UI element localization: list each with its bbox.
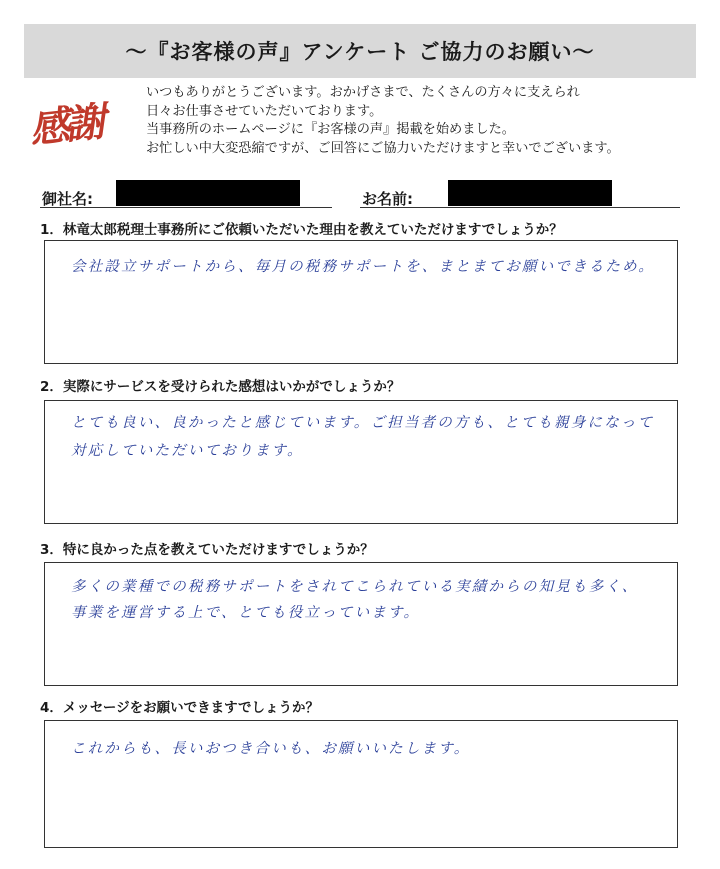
answer-4-line-1: これからも、長いおつき合いも、お願いいたします。 xyxy=(71,741,471,757)
answer-2-line-1: とても良い、良かったと感じています。ご担当者の方も、とても親身になって xyxy=(71,415,655,431)
company-name-redaction xyxy=(116,180,300,206)
question-1-label: 1．林竜太郎税理士事務所にご依頼いただいた理由を教えていただけますでしょうか？ xyxy=(40,222,563,238)
question-2-label: 2．実際にサービスを受けられた感想はいかがでしょうか？ xyxy=(40,379,401,395)
intro-line: いつもありがとうございます。おかげさまで、たくさんの方々に支えられ xyxy=(146,85,580,100)
intro-line: 日々お仕事させていただいております。 xyxy=(146,103,383,119)
answer-3-box xyxy=(44,562,678,686)
answer-1-box xyxy=(44,240,678,364)
intro-line: お忙しい中大変恐縮ですが、ご回答にご協力いただけますと幸いでございます。 xyxy=(146,140,620,156)
question-4-label: 4．メッセージをお願いできますでしょうか？ xyxy=(40,700,319,716)
page-title: ～『お客様の声』アンケート ご協力のお願い～ xyxy=(125,40,595,64)
company-name-rule xyxy=(40,207,332,208)
answer-1-line-1: 会社設立サポートから、毎月の税務サポートを、まとまてお願いできるため。 xyxy=(71,259,655,275)
customer-name-redaction xyxy=(448,180,612,206)
customer-name-label: お名前: xyxy=(362,190,413,208)
question-3-label: 3．特に良かった点を教えていただけますでしょうか？ xyxy=(40,542,374,558)
answer-3-line-1: 多くの業種での税務サポートをされてこられている実績からの知見も多く、 xyxy=(71,579,639,595)
company-name-label: 御社名: xyxy=(42,190,93,208)
kansha-emblem: 感謝 xyxy=(27,98,104,153)
customer-name-rule xyxy=(360,207,680,208)
intro-text xyxy=(146,84,706,158)
answer-2-line-2: 対応していただいております。 xyxy=(71,443,304,459)
header-bar xyxy=(24,24,696,78)
answer-2-box xyxy=(44,400,678,524)
intro-line: 当事務所のホームページに『お客様の声』掲載を始めました。 xyxy=(146,122,515,137)
answer-4-box xyxy=(44,720,678,848)
answer-3-line-2: 事業を運営する上で、とても役立っています。 xyxy=(71,605,421,621)
